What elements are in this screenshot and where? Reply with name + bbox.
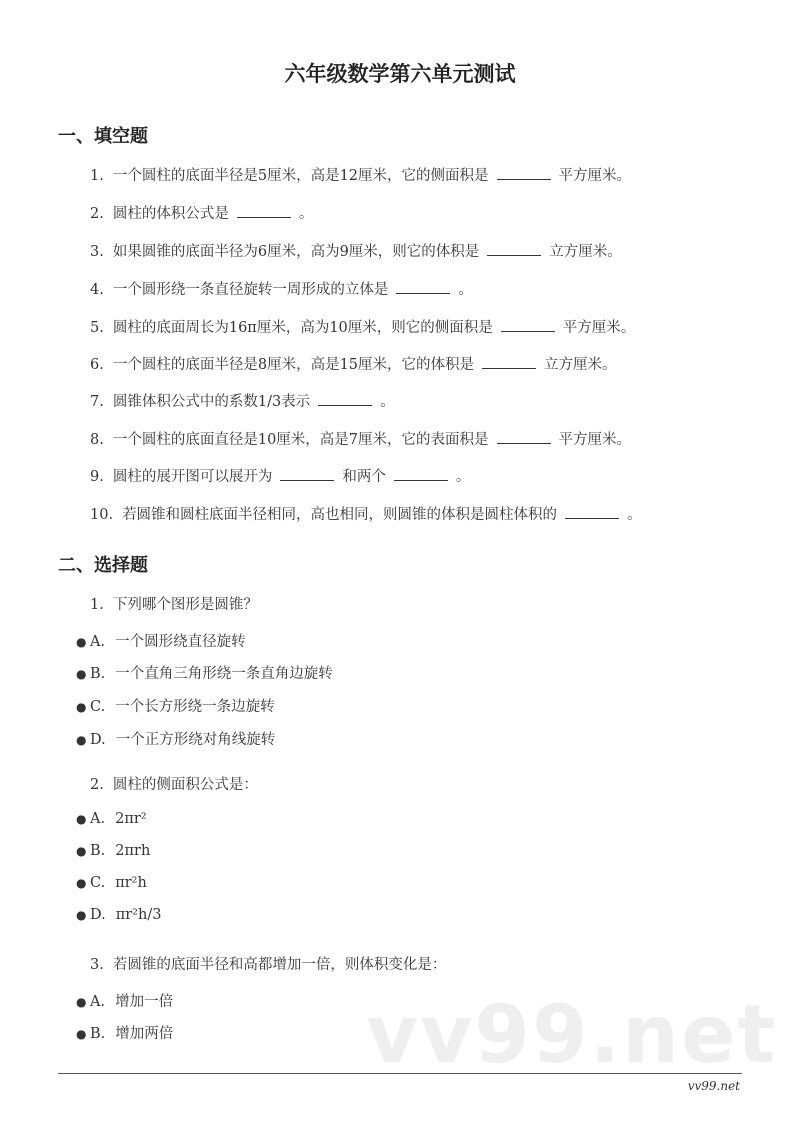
option-letter: A. [90, 634, 106, 650]
bullet-icon: ● [76, 733, 87, 747]
question-suffix: 。 [627, 507, 642, 523]
section-heading-fill-in: 一、填空题 [58, 126, 148, 147]
answer-blank[interactable] [501, 318, 555, 332]
fill-question [90, 278, 473, 299]
answer-blank[interactable] [497, 430, 551, 444]
option-letter: A. [90, 811, 106, 827]
answer-blank[interactable] [280, 467, 334, 481]
fill-question [90, 390, 395, 411]
answer-option[interactable] [76, 811, 147, 827]
option-letter: C. [90, 699, 106, 715]
option-letter: B. [90, 666, 106, 682]
answer-option[interactable] [76, 990, 173, 1011]
answer-blank[interactable] [487, 242, 541, 256]
option-text: πr²h/3 [115, 907, 162, 923]
question-text: 圆柱的展开图可以展开为 [112, 469, 273, 485]
footer-divider [58, 1073, 742, 1074]
option-text: 增加两倍 [115, 1026, 174, 1042]
question-number: 10. [90, 507, 114, 523]
fill-question [90, 503, 642, 524]
answer-option[interactable] [76, 1022, 173, 1043]
question-suffix: 。 [298, 206, 314, 222]
question-number: 6. [90, 357, 104, 373]
answer-option[interactable] [76, 843, 150, 859]
question-number: 7. [90, 394, 104, 410]
question-number: 5. [90, 320, 104, 336]
bullet-icon: ● [76, 876, 87, 890]
question-text: 若圆锥和圆柱底面半径相同，高也相同，则圆锥的体积是圆柱体积的 [122, 507, 558, 523]
option-text: 一个圆形绕直径旋转 [115, 634, 246, 650]
fill-question [90, 353, 617, 374]
question-text: 一个圆柱的底面半径是5厘米，高是12厘米，它的侧面积是 [112, 168, 489, 184]
bullet-icon: ● [76, 908, 87, 922]
fill-question [90, 316, 635, 337]
answer-blank[interactable] [318, 392, 372, 406]
option-letter: B. [90, 1026, 106, 1042]
question-suffix: 。 [458, 282, 473, 298]
answer-blank[interactable] [497, 166, 551, 180]
answer-blank[interactable] [396, 280, 450, 294]
question-suffix: 。 [380, 394, 395, 410]
answer-option[interactable] [76, 728, 275, 749]
page-title: 六年级数学第六单元测试 [284, 62, 516, 86]
question-text: 圆柱的体积公式是 [112, 206, 229, 222]
question-number: 9. [90, 469, 104, 485]
footer-source: vv99.net [687, 1079, 740, 1093]
question-text: 一个圆形绕一条直径旋转一周形成的立体是 [112, 282, 389, 298]
question-suffix: 平方厘米。 [562, 320, 636, 336]
fill-question [90, 240, 622, 261]
question-text: 圆锥体积公式中的系数1/3表示 [112, 394, 311, 410]
question-number: 1. [90, 168, 104, 184]
watermark: vv99.net [366, 988, 778, 1081]
question-text: 圆柱的侧面积公式是： [112, 777, 258, 793]
question-text: 下列哪个图形是圆锥？ [112, 597, 258, 613]
choice-question [90, 593, 258, 614]
answer-option[interactable] [76, 875, 147, 891]
question-suffix: 平方厘米。 [558, 432, 632, 448]
answer-option[interactable] [76, 907, 161, 923]
question-text: 一个圆柱的底面半径是8厘米，高是15厘米，它的体积是 [112, 357, 475, 373]
option-letter: B. [90, 843, 106, 859]
answer-option[interactable] [76, 662, 333, 683]
bullet-icon: ● [76, 667, 87, 681]
bullet-icon: ● [76, 1027, 87, 1041]
question-text: 如果圆锥的底面半径为6厘米，高为9厘米，则它的体积是 [112, 244, 480, 260]
option-letter: C. [90, 875, 106, 891]
question-suffix: 立方厘米。 [549, 244, 622, 260]
question-number: 1. [90, 597, 104, 613]
question-text: 圆柱的底面周长为16π厘米，高为10厘米，则它的侧面积是 [112, 320, 493, 336]
answer-blank[interactable] [565, 505, 619, 519]
bullet-icon: ● [76, 635, 87, 649]
question-number: 4. [90, 282, 104, 298]
bullet-icon: ● [76, 995, 87, 1009]
answer-option[interactable] [76, 630, 246, 651]
question-number: 2. [90, 777, 104, 793]
fill-question [90, 202, 313, 223]
fill-question [90, 164, 631, 185]
option-text: 一个直角三角形绕一条直角边旋转 [115, 666, 333, 682]
option-letter: D. [90, 732, 106, 748]
fill-question [90, 465, 470, 486]
answer-blank[interactable] [237, 204, 291, 218]
question-text: 若圆锥的底面半径和高都增加一倍，则体积变化是： [112, 957, 447, 973]
question-suffix: 平方厘米。 [558, 168, 632, 184]
option-text: πr²h [115, 875, 147, 891]
answer-blank[interactable] [394, 467, 448, 481]
option-text: 一个长方形绕一条边旋转 [115, 699, 275, 715]
bullet-icon: ● [76, 700, 87, 714]
question-suffix: 。 [455, 469, 471, 485]
question-number: 8. [90, 432, 104, 448]
question-number: 2. [90, 206, 104, 222]
question-number: 3. [90, 957, 104, 973]
option-letter: A. [90, 994, 106, 1010]
question-suffix: 立方厘米。 [544, 357, 617, 373]
choice-question [90, 773, 258, 794]
bullet-icon: ● [76, 844, 87, 858]
question-number: 3. [90, 244, 104, 260]
answer-option[interactable] [76, 695, 275, 716]
option-text: 增加一倍 [115, 994, 174, 1010]
option-text: 2πr² [115, 811, 147, 827]
option-text: 2πrh [115, 843, 151, 859]
question-text: 一个圆柱的底面直径是10厘米，高是7厘米，它的表面积是 [112, 432, 489, 448]
option-letter: D. [90, 907, 106, 923]
answer-blank[interactable] [482, 355, 536, 369]
section-heading-multiple-choice: 二、选择题 [58, 555, 148, 576]
option-text: 一个正方形绕对角线旋转 [115, 732, 276, 748]
fill-question [90, 428, 631, 449]
bullet-icon: ● [76, 812, 87, 826]
question-middle: 和两个 [342, 469, 386, 485]
choice-question [90, 953, 446, 974]
